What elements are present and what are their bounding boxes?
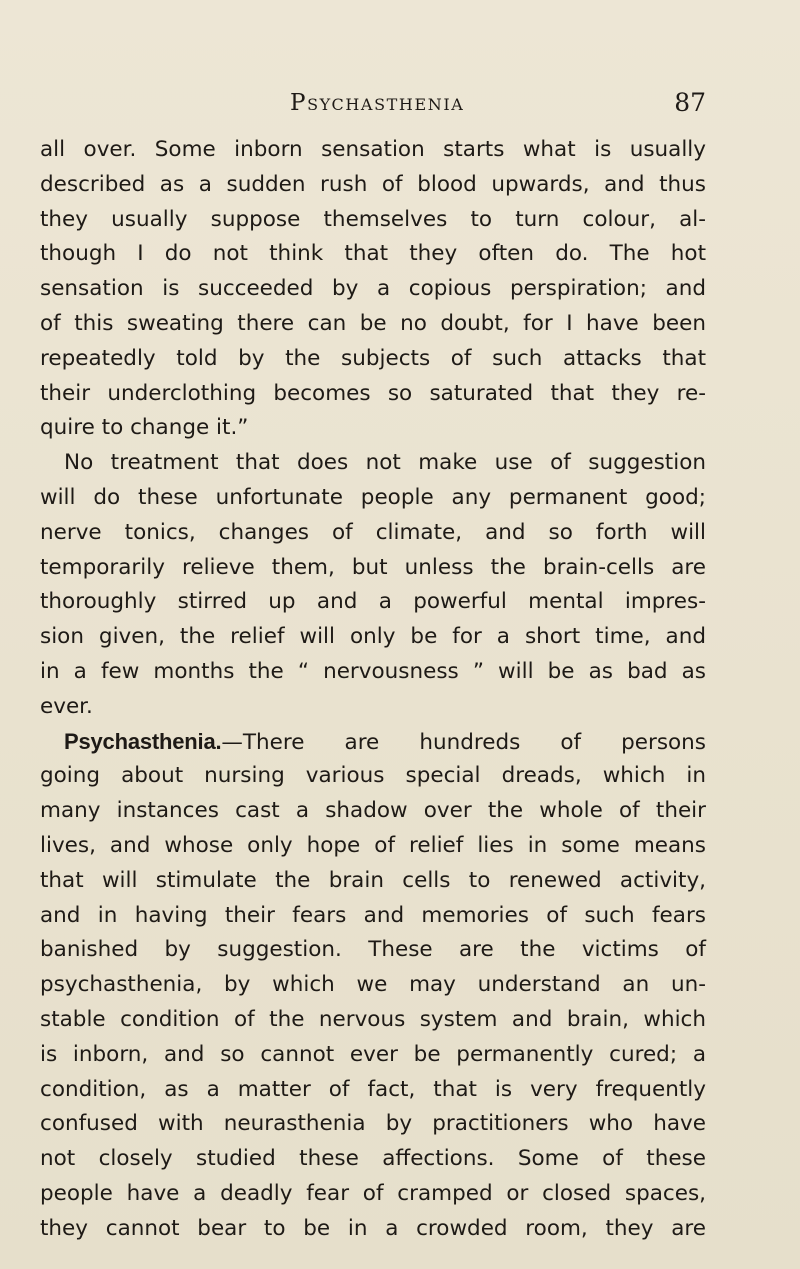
- running-title: Psychasthenia: [290, 90, 465, 116]
- text-line: thoroughly stirred up and a powerful mental impres-: [40, 589, 706, 615]
- text-line: is inborn, and so cannot ever be permanently cured; a: [40, 1041, 706, 1067]
- text-line: described as a sudden rush of blood upwards, and thus: [40, 171, 706, 197]
- text-line: repeatedly told by the subjects of such attacks that: [40, 345, 706, 371]
- text-line: lives, and whose only hope of relief lies in some means: [40, 832, 706, 858]
- text-line: stable condition of the nervous system and brain, which: [40, 1006, 706, 1032]
- text-line: many instances cast a shadow over the whole of their: [40, 798, 706, 824]
- text-line: and in having their fears and memories of such fears: [40, 902, 706, 928]
- text-line: their underclothing becomes so saturated that they re-: [40, 380, 706, 406]
- text-line: that will stimulate the brain cells to renewed activity,: [40, 867, 706, 893]
- text-line: will do these unfortunate people any permanent good;: [40, 484, 706, 510]
- text-line: banished by suggestion. These are the victims of: [40, 937, 706, 963]
- text-line: people have a deadly fear of cramped or closed spaces,: [40, 1180, 706, 1206]
- text-line: nerve tonics, changes of climate, and so forth will: [40, 519, 706, 545]
- text-line: [40, 725, 706, 760]
- text-line: temporarily relieve them, but unless the brain-cells are: [40, 554, 706, 580]
- text-line: they cannot bear to be in a crowded room, they are: [40, 1215, 706, 1241]
- text-line: not closely studied these affections. Some of these: [40, 1146, 706, 1172]
- text-line: going about nursing various special dreads, which in: [40, 763, 706, 789]
- text-line: of this sweating there can be no doubt, for I have been: [40, 310, 706, 336]
- section-heading: Psychasthenia.: [64, 728, 222, 754]
- text-line: in a few months the “ nervousness ” will be as bad as: [40, 658, 706, 684]
- paragraph-continuation: [40, 133, 706, 446]
- text-line: condition, as a matter of fact, that is very frequently: [40, 1076, 706, 1102]
- paragraph-psychasthenia: [40, 725, 706, 1247]
- text-line: though I do not think that they often do. The hot: [40, 241, 706, 267]
- text-line: they usually suppose themselves to turn colour, al-: [40, 206, 706, 232]
- body-text: [40, 133, 706, 1247]
- text-line: confused with neurasthenia by practitioners who have: [40, 1111, 706, 1137]
- text-line: psychasthenia, by which we may understand an un-: [40, 972, 706, 998]
- text-line: quire to change it.”: [40, 415, 249, 441]
- paragraph-treatment: [40, 446, 706, 724]
- heading-line-text: —There are hundreds of persons: [221, 729, 706, 755]
- text-line: all over. Some inborn sensation starts what is usually: [40, 137, 706, 162]
- page-number: 87: [674, 88, 706, 117]
- running-head: [40, 86, 706, 120]
- text-line: sensation is succeeded by a copious perspiration; and: [40, 276, 706, 302]
- text-line: No treatment that does not make use of suggestion: [64, 450, 706, 476]
- text-line: ever.: [40, 693, 93, 719]
- text-line: sion given, the relief will only be for a short time, and: [40, 624, 706, 650]
